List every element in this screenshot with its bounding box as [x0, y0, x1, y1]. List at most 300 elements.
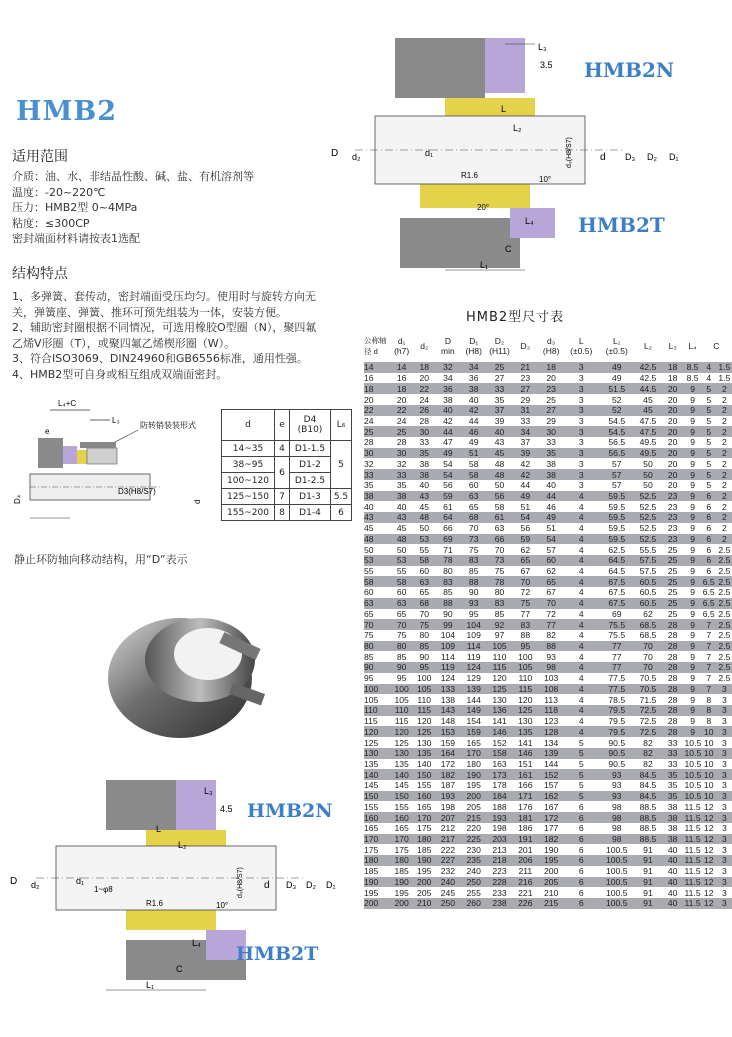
size-table-cell: 3	[564, 448, 598, 459]
size-table-cell: 1.5	[718, 373, 731, 384]
e-table-cell: 100~120	[222, 473, 275, 489]
size-table-cell: 53	[413, 534, 435, 545]
size-table-cell: 70	[487, 544, 513, 555]
size-table-cell: 88.5	[635, 801, 661, 812]
size-table-cell: 125	[487, 684, 513, 695]
size-table-cell: 36	[435, 383, 461, 394]
size-table-cell: 2.5	[718, 598, 731, 609]
size-table-cell: 62	[512, 544, 538, 555]
size-table-cell: 140	[390, 769, 414, 780]
size-table-cell: 48	[413, 512, 435, 523]
size-table-cell: 2.5	[718, 566, 731, 577]
note-text: 静止环防轴向移动结构，用“D”表示	[14, 553, 188, 566]
size-table-cell: 98	[598, 812, 635, 823]
size-table-cell: 59	[512, 534, 538, 545]
size-table-cell: 28	[661, 630, 685, 641]
size-table-cell: 165	[413, 801, 435, 812]
size-table-cell: 218	[487, 855, 513, 866]
size-table-cell: 139	[538, 748, 564, 759]
size-table-cell: 128	[538, 726, 564, 737]
size-table-cell: 6	[701, 523, 717, 534]
table-row	[364, 576, 732, 587]
size-table-cell: 39	[487, 416, 513, 427]
size-table-cell: 2	[717, 501, 732, 512]
size-table-cell: 18	[413, 362, 435, 373]
size-table-cell: 172	[435, 759, 461, 770]
size-table-cell: 9	[685, 405, 701, 416]
dim-dd: d	[264, 880, 270, 891]
size-table-cell: 5	[701, 448, 717, 459]
size-table-cell: 11.5	[684, 812, 701, 823]
size-table-cell: 98	[598, 801, 635, 812]
size-table-cell: 83	[487, 598, 513, 609]
size-table-cell: 144	[461, 694, 487, 705]
dim-20deg: 20°	[477, 203, 490, 212]
table-row	[364, 362, 732, 373]
size-table-cell: 3	[717, 705, 732, 716]
size-table-cell: 5	[701, 383, 717, 394]
size-table-cell: 150	[413, 769, 435, 780]
scope-line: 粘度：≤300CP	[12, 216, 90, 230]
size-table-cell: 91	[635, 877, 661, 888]
size-table-cell: 9	[685, 501, 701, 512]
size-table-cell: 207	[435, 812, 461, 823]
e-table-cell: D1-4	[290, 505, 331, 521]
size-table-cell: 205	[461, 801, 487, 812]
size-table-cell: 54	[512, 512, 538, 523]
dim-D: D	[10, 876, 18, 887]
size-table-cell: 198	[435, 801, 461, 812]
size-table-cell: 6	[564, 844, 598, 855]
size-table-cell: 120	[413, 716, 435, 727]
pin-d-label: d	[193, 499, 202, 504]
dim-dd: d	[600, 152, 606, 163]
size-table-cell: 54.5	[598, 416, 635, 427]
size-table-cell: 6.5	[701, 576, 717, 587]
size-table-cell: 5	[701, 416, 717, 427]
size-table-cell: 28	[661, 684, 685, 695]
size-table-cell: 40	[661, 844, 685, 855]
size-table-cell: 24	[390, 416, 414, 427]
size-table-cell: 141	[487, 716, 513, 727]
size-table-cell: 223	[487, 866, 513, 877]
size-table-cell: 50	[413, 523, 435, 534]
size-table-cell: 125	[512, 705, 538, 716]
size-table-cell: 49	[598, 373, 635, 384]
feature-line: 3、符合ISO3069、DIN24960和GB6556标准，通用性强。	[12, 352, 308, 365]
size-table-cell: 125	[390, 737, 414, 748]
size-table-cell: 14	[390, 362, 414, 373]
size-table-cell: 105	[413, 684, 435, 695]
size-table-cell: 10	[701, 737, 717, 748]
size-table-cell: 27	[487, 373, 513, 384]
size-table-cell: 75	[512, 598, 538, 609]
table-row	[364, 641, 732, 652]
e-table-cell: D1-1.5	[290, 441, 331, 457]
size-table-cell: 25	[661, 609, 685, 620]
size-table-cell: 72.5	[635, 726, 661, 737]
size-table-cell: 28	[661, 694, 685, 705]
size-table-cell: 56	[487, 491, 513, 502]
size-table-cell: 56	[435, 480, 461, 491]
size-table-cell: 42	[512, 469, 538, 480]
size-table-cell: 12	[701, 855, 717, 866]
table-row	[364, 694, 732, 705]
size-table-cell: 7	[701, 673, 717, 684]
size-table-cell: 22	[364, 405, 390, 416]
size-table-cell: 3	[717, 759, 732, 770]
size-table-cell: 50	[390, 544, 414, 555]
size-table-cell: 3	[717, 834, 732, 845]
size-table-cell: 58	[390, 576, 414, 587]
size-table-cell: 67.5	[598, 598, 635, 609]
size-table-cell: 35	[661, 780, 685, 791]
size-table-cell: 43	[390, 512, 414, 523]
size-table-cell: 79.5	[598, 716, 635, 727]
size-table-cell: 28	[661, 651, 685, 662]
size-table-cell: 35	[364, 480, 390, 491]
size-table-cell: 90.5	[598, 759, 635, 770]
size-table-cell: 77.5	[598, 684, 635, 695]
size-table-cell: 44.5	[635, 383, 661, 394]
size-table-cell: 3	[717, 801, 732, 812]
size-table-cell: 2.5	[718, 662, 731, 673]
size-table-cell: 60.5	[635, 576, 661, 587]
size-table-cell: 2.5	[718, 619, 731, 630]
size-table-cell: 240	[461, 866, 487, 877]
size-table-cell: 9	[685, 512, 701, 523]
size-table-cell: 52	[598, 394, 635, 405]
size-table-cell: 5	[701, 437, 717, 448]
size-table-cell: 42	[512, 458, 538, 469]
size-table-cell: 149	[461, 705, 487, 716]
size-table-cell: 11.5	[684, 801, 701, 812]
size-table-cell: 85	[435, 587, 461, 598]
dim-10deg: 10°	[539, 175, 552, 184]
size-table-cell: 54	[435, 469, 461, 480]
size-table-cell: 45	[635, 405, 661, 416]
size-table-cell: 6	[701, 512, 717, 523]
size-table-cell: 75	[487, 566, 513, 577]
size-table-cell: 180	[390, 855, 414, 866]
size-table-cell: 3	[564, 437, 598, 448]
size-table-cell: 23	[661, 523, 685, 534]
size-table-cell: 160	[390, 812, 414, 823]
scope-line: 压力：HMB2型 0~4MPa	[12, 201, 138, 214]
size-table-cell: 9	[685, 383, 701, 394]
size-table-cell: 48	[390, 534, 414, 545]
size-table-cell: 5	[701, 426, 717, 437]
size-table-cell: 42.5	[635, 373, 661, 384]
dim-r16: R1.6	[461, 171, 478, 180]
size-table-cell: 65	[461, 501, 487, 512]
size-table-cell: 42	[435, 416, 461, 427]
size-table-cell: 20	[364, 394, 390, 405]
dim-D: D	[331, 148, 339, 159]
size-table-cell: 181	[512, 812, 538, 823]
size-table-cell: 65	[413, 587, 435, 598]
size-table-cell: 93	[461, 598, 487, 609]
size-table-cell: 20	[661, 416, 685, 427]
size-table-cell: 97	[487, 630, 513, 641]
size-table-cell: 120	[364, 726, 390, 737]
dim-d2: d₂	[352, 152, 361, 162]
e-table-cell: 7	[275, 489, 290, 505]
dim-l4: L₄	[192, 938, 201, 948]
size-table-cell: 5	[564, 780, 598, 791]
size-table-cell: 2	[717, 480, 732, 491]
size-table-cell: 40	[390, 501, 414, 512]
size-table-cell: 130	[512, 716, 538, 727]
table-row	[364, 855, 732, 866]
size-table-cell: 193	[435, 791, 461, 802]
size-table-cell: 108	[538, 684, 564, 695]
size-table-cell: 25	[661, 566, 685, 577]
size-table-cell: 203	[487, 834, 513, 845]
size-table-cell: 4	[564, 501, 598, 512]
size-table-cell: 72.5	[635, 716, 661, 727]
size-table-cell: 91	[635, 866, 661, 877]
size-table-cell: 100	[512, 651, 538, 662]
size-table-cell: 124	[435, 673, 461, 684]
size-table-cell: 130	[413, 737, 435, 748]
pin-l4c-label: L₄+C	[58, 399, 77, 408]
size-table-cell: 50	[635, 480, 661, 491]
size-table-cell: 3	[564, 469, 598, 480]
table-row	[364, 523, 732, 534]
pin-d4-label: D₄	[13, 494, 22, 504]
size-table-cell: 72.5	[635, 705, 661, 716]
size-table-cell: 9	[685, 684, 701, 695]
table-row	[364, 394, 732, 405]
table-row	[364, 726, 732, 737]
size-table-cell: 90.5	[598, 737, 635, 748]
size-table-cell: 93	[598, 780, 635, 791]
dim-D1: D₁	[326, 880, 336, 890]
size-table-cell: 12	[701, 844, 717, 855]
size-table-cell: 120	[512, 694, 538, 705]
size-table-cell: 9	[685, 458, 701, 469]
size-table-cell: 3	[717, 748, 732, 759]
size-table-cell: 38	[390, 491, 414, 502]
size-table-cell: 2	[717, 426, 732, 437]
size-table-cell: 3	[717, 866, 732, 877]
stationary-seat	[485, 38, 525, 93]
size-table-cell: 9	[685, 566, 701, 577]
size-table-cell: 12	[701, 801, 717, 812]
size-table-cell: 25	[661, 555, 685, 566]
size-table-cell: 90	[413, 651, 435, 662]
size-table-cell: 129	[461, 673, 487, 684]
size-table-cell: 65	[390, 609, 414, 620]
table-row	[364, 555, 732, 566]
size-table-cell: 70	[390, 619, 414, 630]
size-table-cell: 195	[364, 887, 390, 898]
size-table-cell: 5	[701, 405, 717, 416]
size-table-cell: 91	[635, 844, 661, 855]
size-table-header: d₃ (H8)	[542, 336, 560, 356]
size-table-cell: 83	[461, 555, 487, 566]
table-row	[364, 405, 732, 416]
size-table-cell: 12	[701, 887, 717, 898]
size-table-cell: 9	[685, 534, 701, 545]
size-table-cell: 175	[413, 823, 435, 834]
size-table-cell: 67.5	[598, 587, 635, 598]
size-table-cell: 4	[564, 630, 598, 641]
size-table-cell: 51.5	[598, 383, 635, 394]
e-table-cell: 38~95	[222, 457, 275, 473]
size-table-cell: 45	[635, 394, 661, 405]
table-row	[364, 791, 732, 802]
size-table-cell: 4	[564, 544, 598, 555]
size-table-cell: 170	[390, 834, 414, 845]
size-table-cell: 50	[487, 480, 513, 491]
size-table-cell: 34	[461, 362, 487, 373]
size-table-cell: 154	[461, 716, 487, 727]
size-table-cell: 2.5	[718, 608, 731, 619]
size-table-cell: 3	[717, 684, 732, 695]
size-table-cell: 216	[512, 877, 538, 888]
size-table-cell: 166	[512, 780, 538, 791]
size-table-cell: 125	[364, 737, 390, 748]
size-table-cell: 3	[717, 855, 732, 866]
size-table-cell: 20	[538, 373, 564, 384]
size-table-cell: 135	[512, 726, 538, 737]
size-table-cell: 85	[461, 566, 487, 577]
size-table-cell: 173	[487, 769, 513, 780]
size-table-cell: 100.5	[598, 877, 635, 888]
size-table-cell: 38	[364, 491, 390, 502]
size-table-cell: 100.5	[598, 887, 635, 898]
size-table-cell: 44	[435, 426, 461, 437]
size-table-cell: 9	[685, 694, 701, 705]
size-table-cell: 70	[635, 651, 661, 662]
size-table-cell: 40	[487, 426, 513, 437]
dim-r16: R1.6	[146, 899, 163, 908]
size-table-cell: 85	[364, 651, 390, 662]
size-table-cell: 16	[390, 373, 414, 384]
e-table-cell: 125~150	[222, 489, 275, 505]
size-table-cell: 20	[413, 373, 435, 384]
size-table-cell: 4	[564, 566, 598, 577]
size-table-cell: 18	[364, 383, 390, 394]
size-table-cell: 25	[661, 576, 685, 587]
size-table-cell: 25	[661, 598, 685, 609]
size-table-cell: 158	[487, 748, 513, 759]
size-table-cell: 44	[538, 491, 564, 502]
size-table-cell: 2	[717, 534, 732, 545]
size-table-cell: 75	[413, 619, 435, 630]
size-table-cell: 222	[435, 844, 461, 855]
size-table-cell: 4	[564, 598, 598, 609]
size-table-cell: 23	[512, 373, 538, 384]
size-table-cell: 12	[701, 812, 717, 823]
size-table-cell: 91	[635, 855, 661, 866]
size-table-cell: 139	[461, 684, 487, 695]
size-table-cell: 4	[701, 362, 717, 373]
scope-text	[12, 169, 254, 247]
size-table-cell: 61	[435, 501, 461, 512]
e-table-cell: D1-3	[290, 489, 331, 505]
size-table-cell: 49.5	[635, 437, 661, 448]
size-table-cell: 2	[717, 383, 732, 394]
size-table-cell: 11.5	[684, 844, 701, 855]
size-table-cell: 9	[685, 576, 701, 587]
size-table-cell: 49	[538, 512, 564, 523]
size-table-cell: 47	[435, 437, 461, 448]
size-table-cell: 9	[685, 705, 701, 716]
size-table-cell: 77	[598, 651, 635, 662]
dim-d1: d₁	[425, 148, 434, 158]
size-table-cell: 9	[685, 662, 701, 673]
size-table-cell: 4	[564, 576, 598, 587]
size-table-cell: 5	[564, 791, 598, 802]
size-table-cell: 7	[701, 619, 717, 630]
size-table-cell: 9	[685, 726, 701, 737]
size-table-cell: 39	[512, 448, 538, 459]
size-table-cell: 7	[701, 641, 717, 652]
dim-l3: L₃	[204, 786, 213, 796]
size-table-cell: 153	[435, 726, 461, 737]
size-table-cell: 72	[538, 609, 564, 620]
size-table-cell: 190	[538, 844, 564, 855]
size-table-cell: 9	[685, 469, 701, 480]
size-table-cell: 95	[512, 641, 538, 652]
size-table-cell: 52.5	[635, 534, 661, 545]
table-row	[364, 480, 732, 491]
size-table-cell: 63	[390, 598, 414, 609]
size-table-cell: 40	[435, 405, 461, 416]
size-table-cell: 162	[538, 791, 564, 802]
size-table-cell: 45	[390, 523, 414, 534]
size-table-cell: 75	[364, 630, 390, 641]
size-table-cell: 6	[701, 555, 717, 566]
size-table-cell: 46	[461, 426, 487, 437]
size-table-cell: 2.5	[718, 630, 731, 641]
size-table-cell: 2	[717, 405, 732, 416]
size-table-header: L₄	[688, 341, 697, 351]
size-table-cell: 48	[487, 458, 513, 469]
size-table-cell: 51	[512, 501, 538, 512]
size-table-cell: 25	[390, 426, 414, 437]
size-table-cell: 65	[364, 609, 390, 620]
size-table-cell: 83	[512, 619, 538, 630]
size-table-cell: 16	[364, 373, 390, 384]
size-table-cell: 20	[661, 480, 685, 491]
size-table-cell: 4	[564, 684, 598, 695]
size-table-cell: 69	[435, 534, 461, 545]
size-table-cell: 80	[390, 641, 414, 652]
size-table-cell: 25	[538, 394, 564, 405]
size-table-cell: 38	[413, 469, 435, 480]
size-table-cell: 58	[487, 501, 513, 512]
size-table-cell: 11.5	[684, 887, 701, 898]
e-table-cell: 6	[331, 505, 352, 521]
size-table-cell: 64.5	[598, 566, 635, 577]
size-table-cell: 28	[661, 726, 685, 737]
size-table-cell: 78.5	[598, 694, 635, 705]
feature-line: 4、HMB2型可自身或相互组成双端面密封。	[12, 367, 228, 381]
size-table-cell: 150	[390, 791, 414, 802]
e-table-cell: 5.5	[331, 489, 352, 505]
size-table-cell: 9	[685, 555, 701, 566]
size-table-header: C	[713, 341, 720, 351]
gland-housing	[106, 780, 176, 830]
size-table-cell: 5	[564, 737, 598, 748]
size-table-cell: 115	[487, 662, 513, 673]
label-hmb2n-top: HMB2N	[584, 58, 675, 82]
size-table-cell: 23	[661, 491, 685, 502]
